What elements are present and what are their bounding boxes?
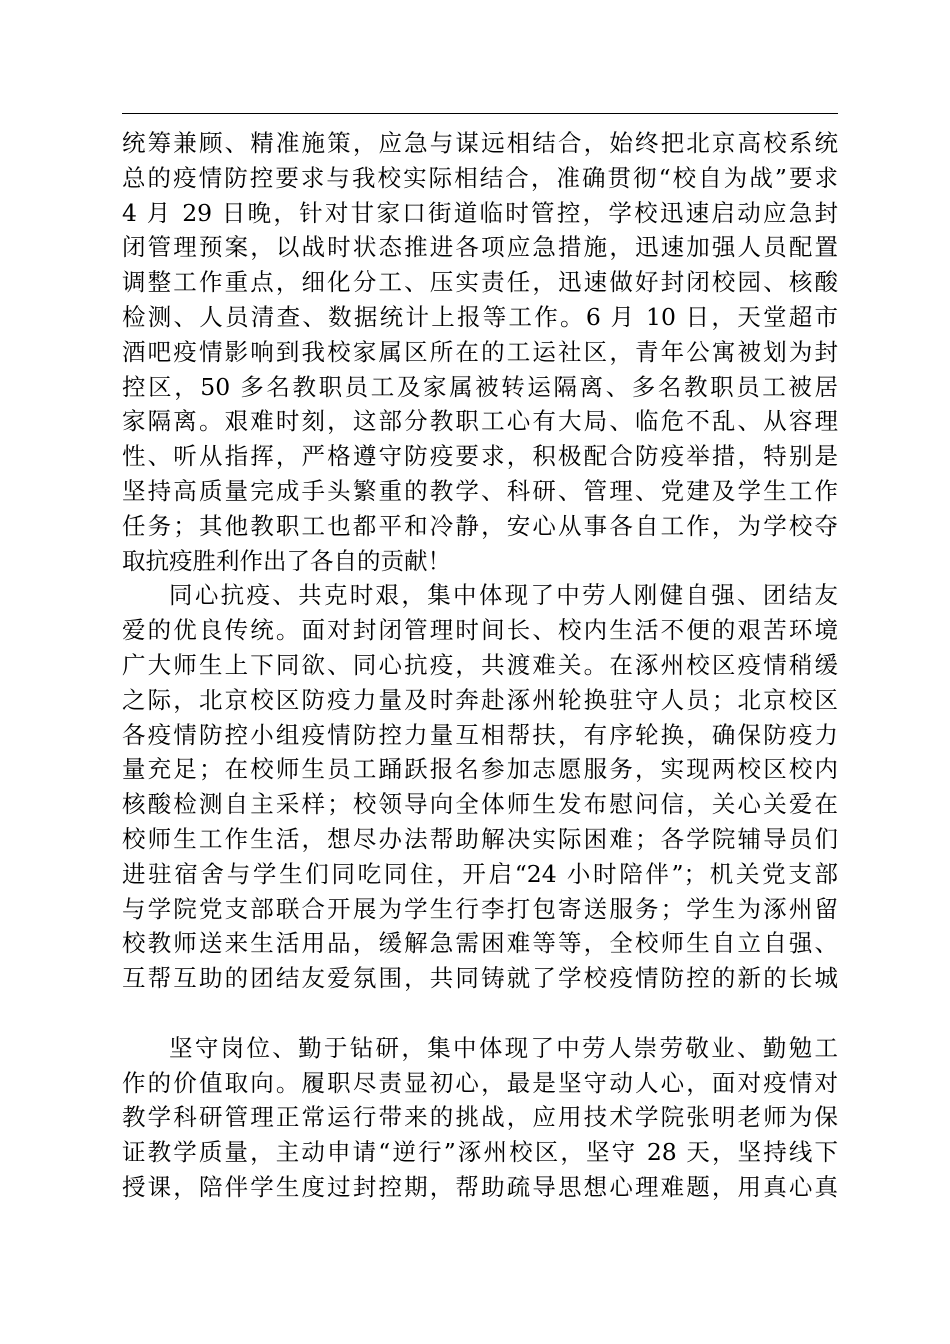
text-line: 检测、人员清查、数据统计上报等工作。6 月 10 日，天堂超市 <box>122 302 838 331</box>
text-line: 教学科研管理正常运行带来的挑战，应用技术学院张明老师为保 <box>122 1103 838 1132</box>
body-text <box>122 126 838 1205</box>
text-line: 与学院党支部联合开展为学生行李打包寄送服务；学生为涿州留 <box>122 894 838 923</box>
text-line: 核酸检测自主采样；校领导向全体师生发布慰问信，关心关爱在 <box>122 790 838 819</box>
text-line: 性、听从指挥，严格遵守防疫要求，积极配合防疫举措，特别是 <box>122 442 838 471</box>
text-line: 各疫情防控小组疫情防控力量互相帮扶，有序轮换，确保防疫力 <box>122 720 838 749</box>
text-line: 统筹兼顾、精准施策，应急与谋远相结合，始终把北京高校系统 <box>122 129 838 157</box>
text-line: 互帮互助的团结友爱氛围，共同铸就了学校疫情防控的新的长城 <box>122 964 838 993</box>
text-line: 4 月 29 日晚，针对甘家口街道临时管控，学校迅速启动应急封 <box>122 198 838 227</box>
text-line: 广大师生上下同欲、同心抗疫，共渡难关。在涿州校区疫情稍缓 <box>122 650 838 679</box>
blank-line <box>122 996 838 1031</box>
paragraph-first-line: 坚守岗位、勤于钻研，集中体现了中劳人崇劳敬业、勤勉工 <box>169 1033 838 1062</box>
text-line: 闭管理预案，以战时状态推进各项应急措施，迅速加强人员配置 <box>122 233 838 262</box>
text-line: 校教师送来生活用品，缓解急需困难等等，全校师生自立自强、 <box>122 929 838 958</box>
text-line: 酒吧疫情影响到我校家属区所在的工运社区，青年公寓被划为封 <box>122 337 838 366</box>
text-line: 取抗疫胜利作出了各自的贡献！ <box>122 546 451 575</box>
text-line: 校师生工作生活，想尽办法帮助解决实际困难；各学院辅导员们 <box>122 824 838 853</box>
text-line: 作的价值取向。履职尽责显初心，最是坚守动人心，面对疫情对 <box>122 1068 838 1097</box>
text-line: 总的疫情防控要求与我校实际相结合，准确贯彻“校自为战”要求 <box>122 163 838 192</box>
text-line: 坚持高质量完成手头繁重的教学、科研、管理、党建及学生工作 <box>122 476 838 505</box>
text-line: 任务；其他教职工也都平和冷静，安心从事各自工作，为学校夺 <box>122 511 838 540</box>
text-line: 之际，北京校区防疫力量及时奔赴涿州轮换驻守人员；北京校区 <box>122 685 838 714</box>
text-line: 进驻宿舍与学生们同吃同住，开启“24 小时陪伴”；机关党支部 <box>122 859 838 888</box>
text-line: 证教学质量，主动申请“逆行”涿州校区，坚守 28 天，坚持线下 <box>122 1138 838 1167</box>
text-line: 量充足；在校师生员工踊跃报名参加志愿服务，实现两校区校内 <box>122 755 838 784</box>
text-line: 控区，50 多名教职员工及家属被转运隔离、多名教职员工被居 <box>122 372 838 401</box>
paragraph-first-line: 同心抗疫、共克时艰，集中体现了中劳人刚健自强、团结友 <box>169 581 838 610</box>
text-line: 爱的优良传统。面对封闭管理时间长、校内生活不便的艰苦环境 <box>122 616 838 645</box>
text-line: 家隔离。艰难时刻，这部分教职工心有大局、临危不乱、从容理 <box>122 407 838 436</box>
text-line: 授课，陪伴学生度过封控期，帮助疏导思想心理难题，用真心真 <box>122 1172 838 1201</box>
header-rule <box>122 113 838 114</box>
text-line: 调整工作重点，细化分工、压实责任，迅速做好封闭校园、核酸 <box>122 268 838 297</box>
